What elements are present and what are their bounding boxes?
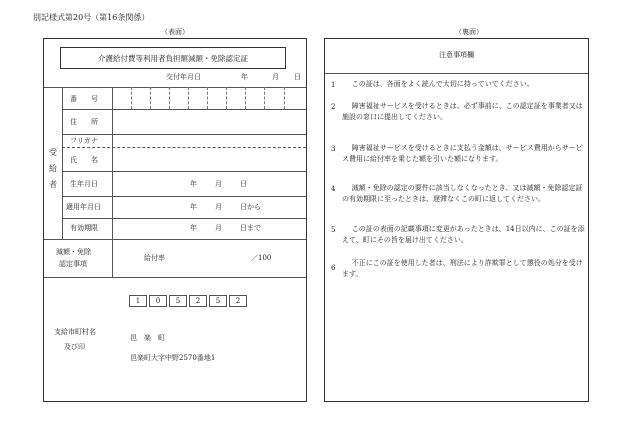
birth-month: 月 (215, 180, 222, 188)
note-text-3: 障害福祉サービスを受けるときに支払う金額は、サービス費用からサービス費用に給付率を乗じた額を引いた額になります。 (342, 144, 583, 163)
apply-year: 年 (190, 203, 197, 211)
address-label: 住 所 (70, 118, 98, 126)
apply-day: 日から (240, 203, 261, 211)
birth-year: 年 (190, 180, 197, 188)
front-form (43, 38, 307, 402)
rate-value: ／100 (251, 254, 272, 262)
valid-label: 有効期限 (70, 224, 98, 232)
apply-label: 適用年月日 (66, 203, 101, 211)
certificate-title: 介護給付費等利用者負担額減額・免除認定証 (98, 54, 248, 63)
valid-day: 日まで (240, 224, 261, 232)
note-num-1: 1 (331, 81, 336, 89)
municipality-address: 邑楽町大字中野2570番地1 (130, 354, 216, 362)
note-text-5: この証の表面の記載事項に変更があったときは、14日以内に、この証を添えて、町にその旨を届け出てください。 (342, 225, 585, 244)
rate-label: 給付率 (144, 254, 165, 262)
front-label: （表面） (161, 28, 189, 36)
birth-label: 生年月日 (70, 180, 98, 188)
name-label: 氏 名 (70, 156, 98, 164)
code-digit-5: 5 (209, 295, 227, 307)
note-num-6: 6 (331, 264, 336, 272)
recipient-char-1: 受 (49, 148, 57, 157)
code-digit-2: 0 (149, 295, 167, 307)
issue-day: 日 (294, 73, 301, 81)
birth-day: 日 (240, 180, 247, 188)
form-label: 別記様式第20号（第16条関係） (33, 13, 150, 22)
municipality-name: 邑 楽 町 (130, 334, 165, 342)
number-label: 番 号 (70, 95, 98, 103)
note-num-3: 3 (331, 145, 336, 153)
recipient-char-3: 者 (49, 180, 57, 189)
back-label: （裏面） (455, 28, 483, 36)
back-form (324, 38, 589, 402)
note-num-5: 5 (331, 226, 336, 234)
issue-date-label: 交付年月日 (166, 73, 201, 81)
valid-month: 月 (215, 224, 222, 232)
valid-year: 年 (190, 224, 197, 232)
code-digit-1: 1 (129, 295, 147, 307)
note-text-4: 減額・免除の認定の要件に該当しなくなったとき、又は減額・免除認定証の有効期限に至ったときは、遅滞なくこの町に返してください。 (342, 184, 583, 203)
municipality-label-2: 及び印 (64, 343, 85, 351)
furigana-label: フリガナ (70, 137, 98, 145)
apply-month: 月 (215, 203, 222, 211)
note-num-4: 4 (331, 185, 336, 193)
title-box (60, 47, 286, 69)
reduction-label-2: 認定事項 (59, 260, 87, 268)
note-text-1: この証は、各面をよく読んで大切に持っていてください。 (351, 80, 534, 88)
municipality-label-1: 支給市町村名 (54, 328, 96, 336)
issue-year: 年 (241, 73, 248, 81)
note-text-6: 不正にこの証を使用した者は、刑法により詐欺罪として懲役の処分を受けます。 (342, 259, 583, 278)
code-digit-3: 5 (169, 295, 187, 307)
note-num-2: 2 (331, 103, 336, 111)
notes-title: 注意事項欄 (439, 51, 474, 59)
code-digit-6: 2 (229, 295, 247, 307)
recipient-char-2: 給 (49, 164, 57, 173)
note-text-2: 障害福祉サービスを受けるときは、必ず事前に、この認定証を事業者又は施設の窓口に提出してください。 (342, 102, 583, 121)
code-digit-4: 2 (189, 295, 207, 307)
reduction-label-1: 減額・免除 (56, 248, 91, 256)
issue-month: 月 (272, 73, 279, 81)
